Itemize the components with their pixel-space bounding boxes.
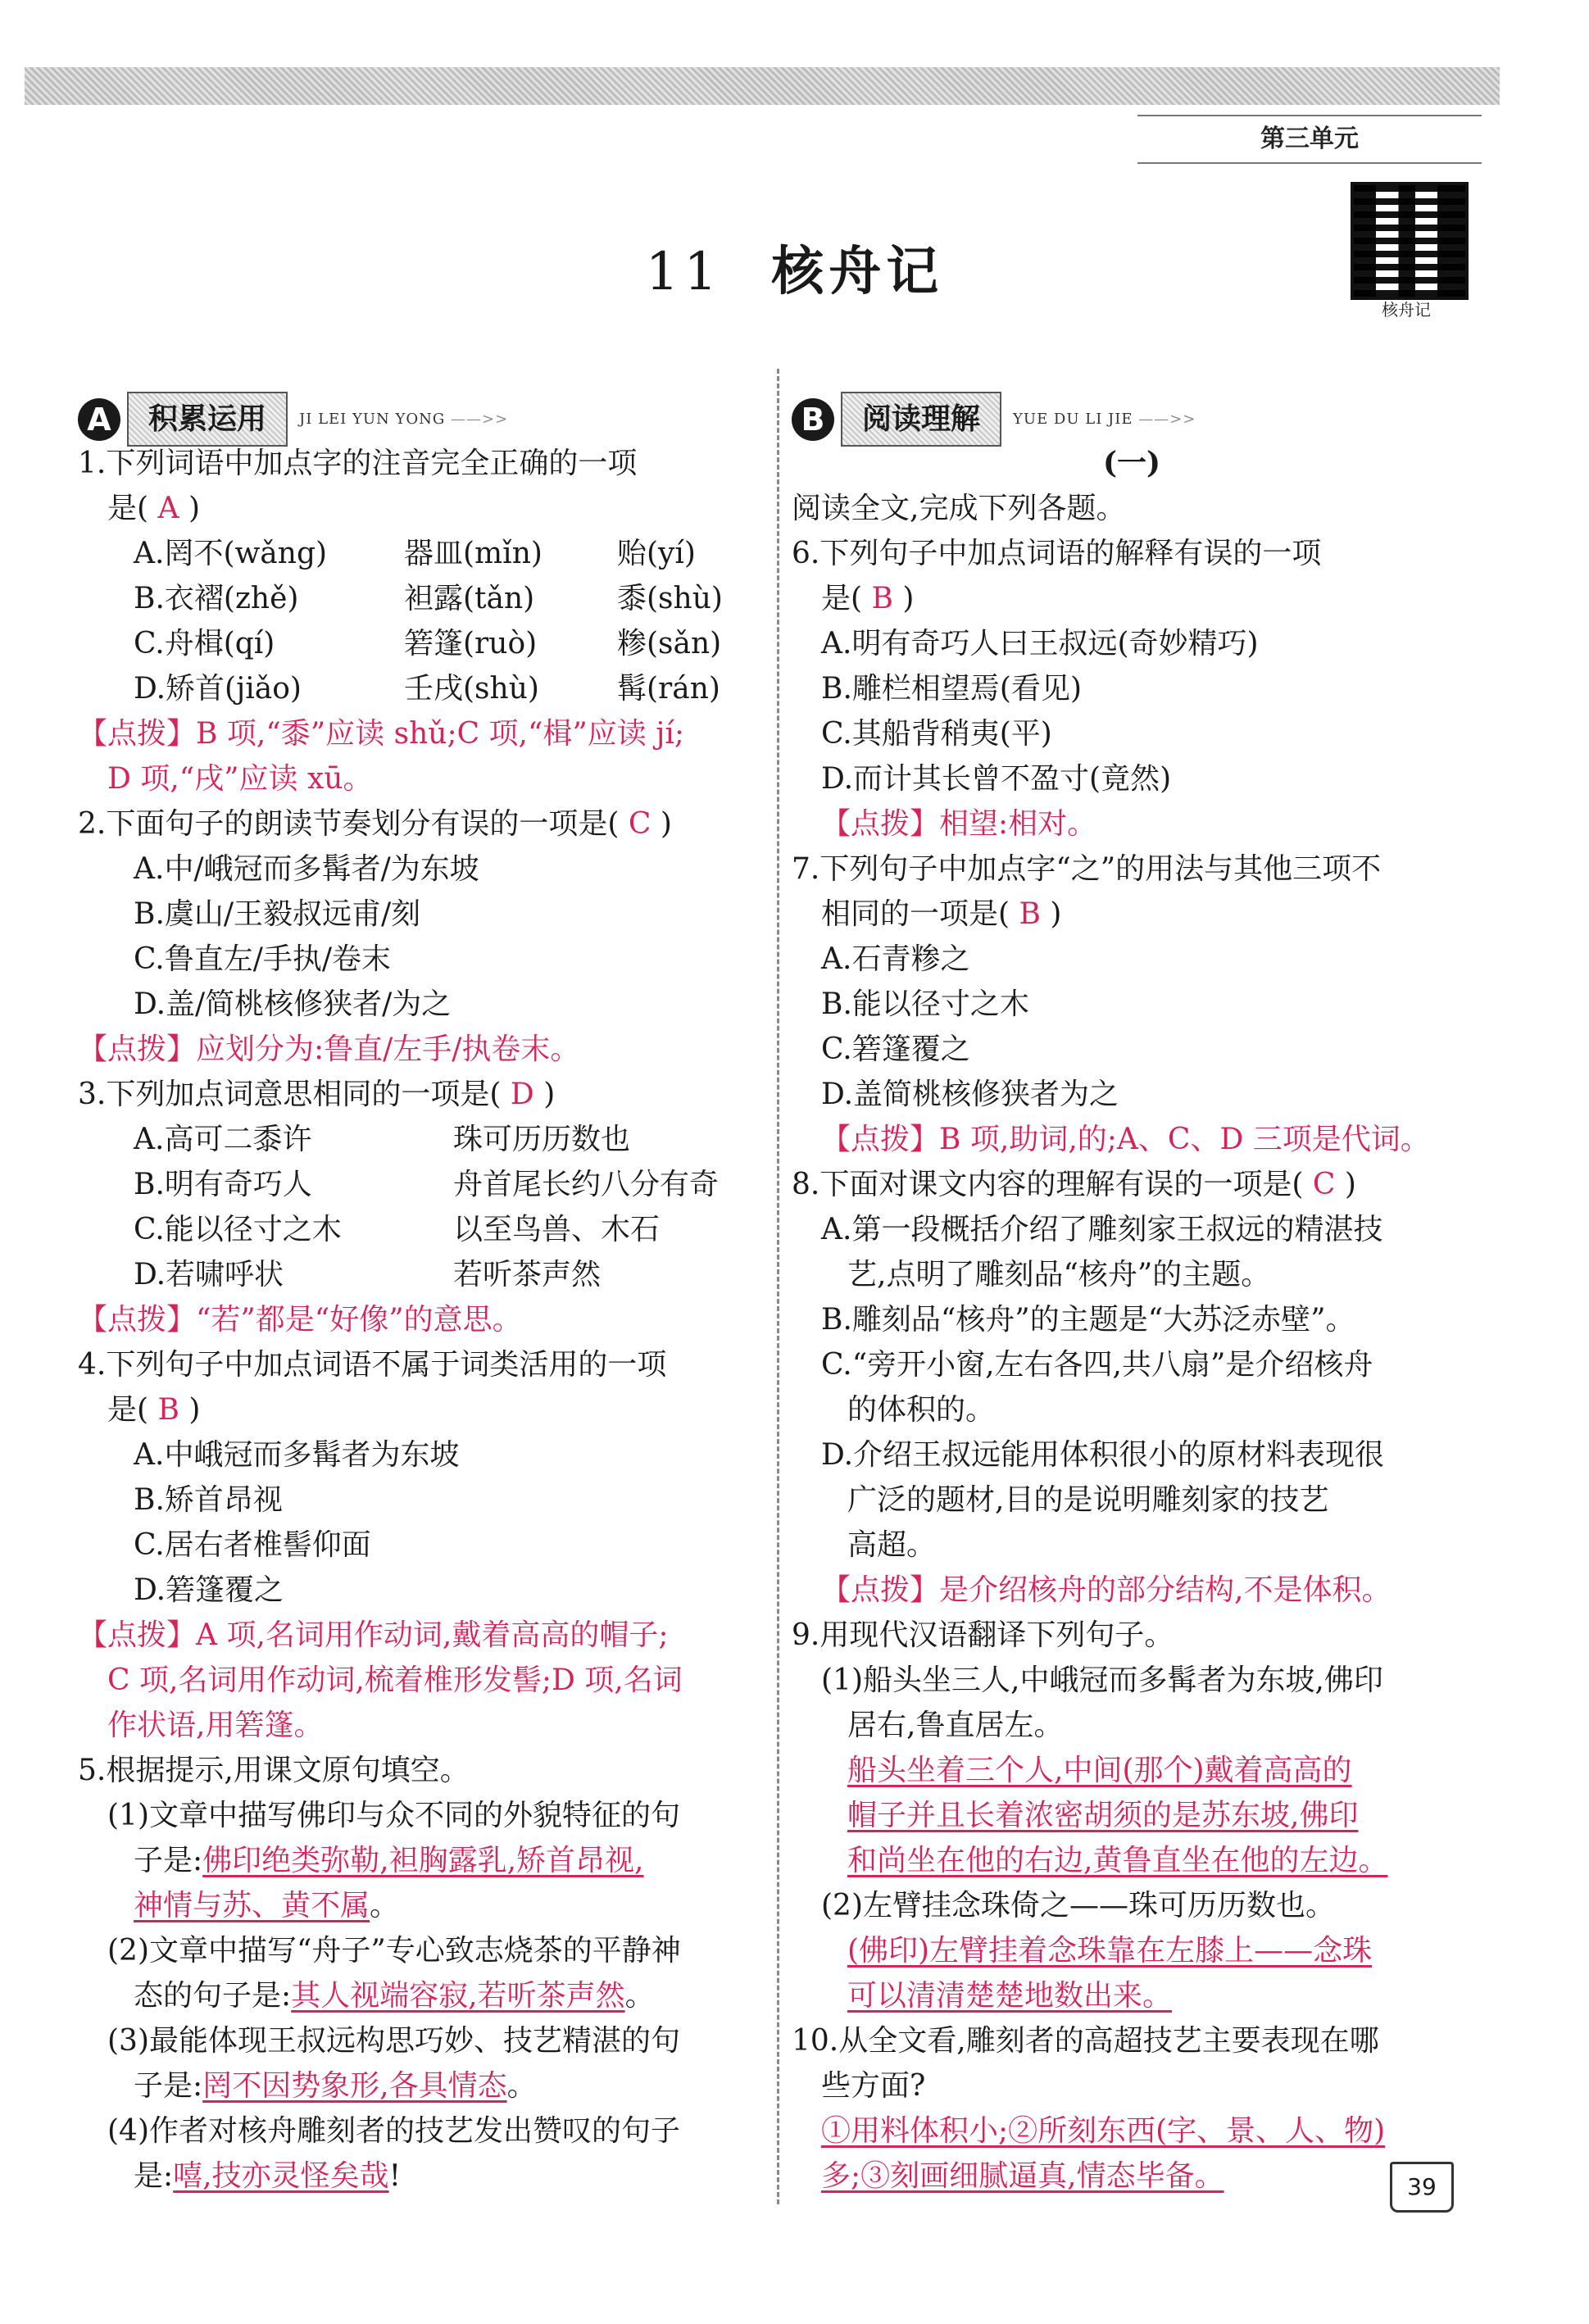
q8-option-d: D.介绍王叔远能用体积很小的原材料表现很 xyxy=(821,1438,1385,1472)
q10-answer: 多;③刻画细腻逼真,情态毕备。 xyxy=(821,2159,1224,2193)
q5-sub2: (2)文章中描写“舟子”专心致志烧茶的平静神 xyxy=(107,1934,681,1968)
q5-answer-3: 罔不因势象形,各具情态 xyxy=(202,2069,507,2103)
q2-stem: 2.下面句子的朗读节奏划分有误的一项是( C ) xyxy=(78,807,672,841)
q8-option-a-cont: 艺,点明了雕刻品“核舟”的主题。 xyxy=(847,1258,1271,1291)
q1-stem-cont: 是( A ) xyxy=(107,492,200,525)
q9-answer-2: 可以清清楚楚地数出来。 xyxy=(847,1979,1173,2013)
q2-answer: C xyxy=(628,807,651,841)
q2-option: A.中/峨冠而多髯者/为东坡 xyxy=(134,852,479,886)
q6-stem-cont: 是( B ) xyxy=(821,582,915,615)
page-number: 39 xyxy=(1390,2162,1454,2213)
q5-answer-4: 嘻,技亦灵怪矣哉 xyxy=(173,2159,389,2193)
section-b-badge: B xyxy=(792,398,834,441)
q7-option: C.箬篷覆之 xyxy=(821,1033,970,1066)
lesson-title: 核舟记 xyxy=(771,241,944,302)
q7-option: A.石青糁之 xyxy=(821,942,970,976)
q4-tip-cont: 作状语,用箬篷。 xyxy=(107,1709,324,1742)
section-b-pinyin: YUE DU LI JIE ——>> xyxy=(1013,397,1196,442)
q8-option-a: A.第一段概括介绍了雕刻家王叔远的精湛技 xyxy=(821,1213,1383,1246)
q1-stem: 1.下列词语中加点字的注音完全正确的一项 xyxy=(78,447,638,480)
q5-sub2-cont: 态的句子是:其人视端容寂,若听茶声然。 xyxy=(134,1979,655,2013)
q9-sub2: (2)左臂挂念珠倚之——珠可历历数也。 xyxy=(821,1889,1335,1922)
section-a-header xyxy=(78,392,758,441)
q4-tip-cont: C 项,名词用作动词,梳着椎形发髻;D 项,名词 xyxy=(107,1664,683,1697)
q6-option: D.而计其长曾不盈寸(竟然) xyxy=(821,762,1172,796)
q8-option-c-cont: 的体积的。 xyxy=(847,1393,996,1427)
q2-option: B.虞山/王毅叔远甫/刻 xyxy=(134,897,421,931)
q3-stem: 3.下列加点词意思相同的一项是( D ) xyxy=(78,1078,556,1111)
q9-answer-1: 帽子并且长着浓密胡须的是苏东坡,佛印 xyxy=(847,1799,1359,1832)
q7-tip: 【点拨】B 项,助词,的;A、C、D 三项是代词。 xyxy=(821,1123,1430,1156)
q7-answer: B xyxy=(1019,897,1041,931)
q8-option-c: C.“旁开小窗,左右各四,共八扇”是介绍核舟 xyxy=(821,1348,1373,1382)
q10-stem: 10.从全文看,雕刻者的高超技艺主要表现在哪 xyxy=(792,2024,1379,2058)
q7-stem: 7.下列句子中加点字“之”的用法与其他三项不 xyxy=(792,852,1382,886)
q9-answer-1: 船头坐着三个人,中间(那个)戴着高高的 xyxy=(847,1754,1352,1787)
q2-tip: 【点拨】应划分为:鲁直/左手/执卷末。 xyxy=(78,1033,580,1066)
section-a-badge: A xyxy=(78,398,120,441)
q9-sub1: (1)船头坐三人,中峨冠而多髯者为东坡,佛印 xyxy=(821,1664,1383,1697)
q6-stem: 6.下列句子中加点词语的解释有误的一项 xyxy=(792,537,1322,570)
q8-option-b: B.雕刻品“核舟”的主题是“大苏泛赤壁”。 xyxy=(821,1303,1355,1337)
q3-answer: D xyxy=(510,1078,534,1111)
header-stripe-bar xyxy=(25,67,1500,105)
q5-sub3: (3)最能体现王叔远构思巧妙、技艺精湛的句 xyxy=(107,2024,680,2058)
q4-option: B.矫首昂视 xyxy=(134,1483,283,1517)
reading-intro: 阅读全文,完成下列各题。 xyxy=(792,492,1126,525)
q4-stem-cont: 是( B ) xyxy=(107,1393,201,1427)
q4-answer: B xyxy=(157,1393,179,1427)
q8-answer: C xyxy=(1312,1168,1336,1201)
section-b xyxy=(792,392,1472,2199)
q6-option: C.其船背稍夷(平) xyxy=(821,717,1052,751)
q3-options: A.高可二黍许 珠可历历数也 B.明有奇巧人 舟首尾长约八分有奇 C.能以径寸之木 以至鸟兽、木石 D.若啸呼状 若听茶声然 xyxy=(134,1123,720,1291)
q10-answer: ①用料体积小;②所刻东西(字、景、人、物) xyxy=(821,2114,1386,2148)
q3-tip: 【点拨】“若”都是“好像”的意思。 xyxy=(78,1303,522,1337)
q9-sub1-cont: 居右,鲁直居左。 xyxy=(847,1709,1064,1742)
q4-option: C.居右者椎髻仰面 xyxy=(134,1528,371,1562)
q6-option: B.雕栏相望焉(看见) xyxy=(821,672,1082,706)
page-title xyxy=(0,229,1589,305)
q7-option: D.盖简桃核修狭者为之 xyxy=(821,1078,1119,1111)
q2-option: D.盖/简桃核修狭者/为之 xyxy=(134,987,452,1021)
section-b-header xyxy=(792,392,1472,441)
q4-option: D.箬篷覆之 xyxy=(134,1573,284,1607)
q5-answer-1-cont: 神情与苏、黄不属 xyxy=(134,1889,370,1922)
q4-tip: 【点拨】A 项,名词用作动词,戴着高高的帽子; xyxy=(78,1618,669,1652)
q1-options: A.罔不(wǎng) 器皿(mǐn) 贻(yí) B.衣褶(zhě) 袒露(tǎn) 黍(shù) C.舟楫(qí) 箬篷(ruò) 糁(sǎn) D.矫首(jiǎo) 壬戌(shù) 髯(rán) xyxy=(134,537,723,706)
q8-option-d-cont: 广泛的题材,目的是说明雕刻家的技艺 xyxy=(847,1483,1329,1517)
q10-stem-cont: 些方面? xyxy=(821,2069,926,2103)
q7-stem-cont: 相同的一项是( B ) xyxy=(821,897,1062,931)
q8-stem: 8.下面对课文内容的理解有误的一项是( C ) xyxy=(792,1168,1356,1201)
q5-sub1: (1)文章中描写佛印与众不同的外貌特征的句 xyxy=(107,1799,680,1832)
section-a-pinyin: JI LEI YUN YONG ——>> xyxy=(299,397,508,442)
q2-option: C.鲁直左/手执/卷末 xyxy=(134,942,391,976)
q4-option: A.中峨冠而多髯者为东坡 xyxy=(134,1438,460,1472)
q1-answer: A xyxy=(157,492,179,525)
q4-stem: 4.下列句子中加点词语不属于词类活用的一项 xyxy=(78,1348,667,1382)
qr-caption: 核舟记 xyxy=(1382,300,1431,320)
q5-sub3-cont: 子是:罔不因势象形,各具情态。 xyxy=(134,2069,537,2103)
q9-answer-1: 和尚坐在他的右边,黄鲁直坐在他的左边。 xyxy=(847,1844,1388,1877)
q6-answer: B xyxy=(871,582,893,615)
q6-tip: 【点拨】相望:相对。 xyxy=(821,807,1097,841)
q5-answer-2: 其人视端容寂,若听茶声然 xyxy=(291,1979,625,2013)
q9-answer-2: (佛印)左臂挂着念珠靠在左膝上——念珠 xyxy=(847,1934,1373,1968)
q1-tip-cont: D 项,“戌”应读 xū。 xyxy=(107,762,373,796)
q5-sub4: (4)作者对核舟雕刻者的技艺发出赞叹的句子 xyxy=(107,2114,680,2148)
lesson-number: 11 xyxy=(645,242,723,302)
q9-stem: 9.用现代汉语翻译下列句子。 xyxy=(792,1618,1174,1652)
q1-tip: 【点拨】B 项,“黍”应读 shǔ;C 项,“楫”应读 jí; xyxy=(78,717,685,751)
q5-sub1-cont: 子是:佛印绝类弥勒,袒胸露乳,矫首昂视, xyxy=(134,1844,644,1877)
q7-option: B.能以径寸之木 xyxy=(821,987,1029,1021)
q5-answer-1: 佛印绝类弥勒,袒胸露乳,矫首昂视, xyxy=(202,1844,644,1877)
q5-sub1-cont: 神情与苏、黄不属。 xyxy=(134,1889,400,1922)
q5-sub4-cont: 是:嘻,技亦灵怪矣哉! xyxy=(134,2159,402,2193)
q5-stem: 5.根据提示,用课文原句填空。 xyxy=(78,1754,470,1787)
q8-option-d-cont: 高超。 xyxy=(847,1528,937,1562)
section-b-title: 阅读理解 xyxy=(841,392,1001,447)
section-a xyxy=(78,392,758,2199)
q8-tip: 【点拨】是介绍核舟的部分结构,不是体积。 xyxy=(821,1573,1392,1607)
q6-option: A.明有奇巧人曰王叔远(奇妙精巧) xyxy=(821,627,1259,660)
part-heading: (一) xyxy=(1102,446,1161,480)
unit-label: 第三单元 xyxy=(1137,115,1482,164)
section-a-title: 积累运用 xyxy=(127,392,288,447)
